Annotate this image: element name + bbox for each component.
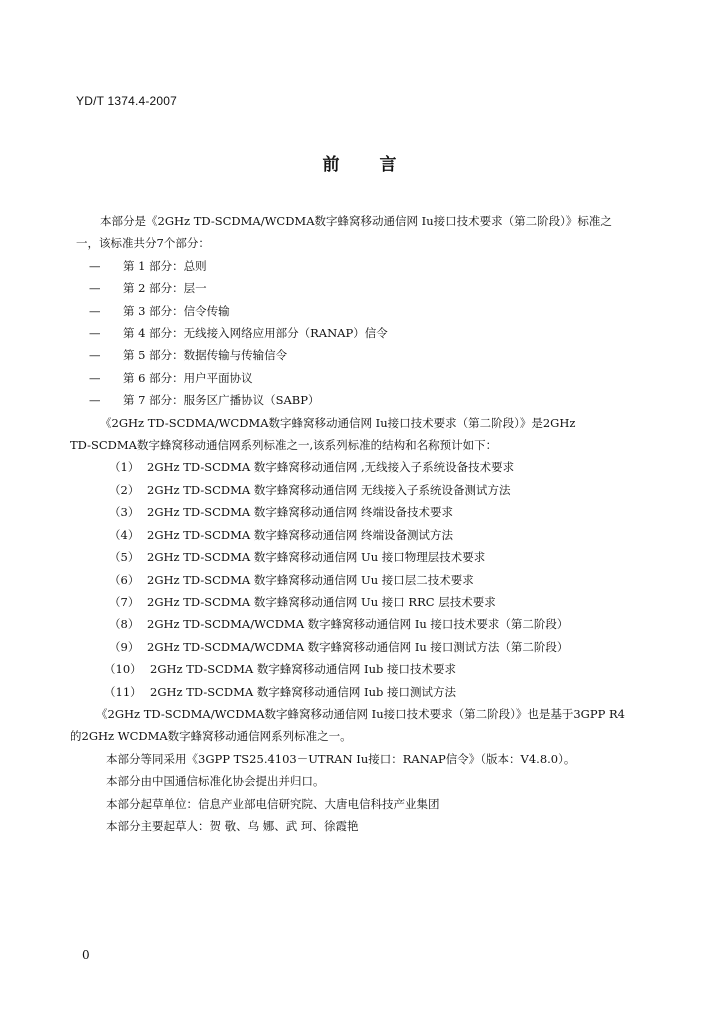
list-dash: — <box>89 326 101 341</box>
series-number: （2） <box>109 482 140 497</box>
page-title <box>0 150 719 175</box>
title-char-1: 前 <box>322 155 340 175</box>
series-title: 2GHz TD-SCDMA 数字蜂窝移动通信网 Iub 接口技术要求 <box>150 662 456 677</box>
series-number: （7） <box>109 594 140 609</box>
series-title: 2GHz TD-SCDMA 数字蜂窝移动通信网 Uu 接口 RRC 层技术要求 <box>147 594 496 609</box>
series-item <box>76 569 668 591</box>
list-dash: — <box>89 393 101 408</box>
list-item-text: 第 6 部分：用户平面协议 <box>123 370 253 385</box>
drafters-statement: 本部分主要起草人：贺 敬、乌 娜、武 珂、徐霞艳 <box>106 818 359 833</box>
basis-line-1: 《2GHz TD-SCDMA/WCDMA数字蜂窝移动通信网 Iu接口技术要求（第二阶段）》也是基于3GPP R4 <box>96 706 625 721</box>
series-number: （11） <box>104 684 142 699</box>
drafting-unit-statement: 本部分起草单位：信息产业部电信研究院、大唐电信科技产业集团 <box>106 796 440 811</box>
series-item <box>76 456 668 478</box>
parts-list <box>76 255 668 412</box>
list-item <box>76 322 668 344</box>
series-number: （1） <box>109 460 140 475</box>
list-item <box>76 300 668 322</box>
list-dash: — <box>89 303 101 318</box>
series-number: （4） <box>109 527 140 542</box>
list-item-text: 第 1 部分：总则 <box>123 258 207 273</box>
standard-code: YD/T 1374.4-2007 <box>76 94 178 108</box>
series-item <box>76 501 668 523</box>
series-title: 2GHz TD-SCDMA 数字蜂窝移动通信网 Uu 接口层二技术要求 <box>147 572 474 587</box>
series-item <box>76 546 668 568</box>
series-number: （3） <box>109 505 140 520</box>
series-item <box>76 681 668 703</box>
series-number: （6） <box>109 572 140 587</box>
series-number: （5） <box>109 550 140 565</box>
series-number: （10） <box>104 662 142 677</box>
series-item <box>76 613 668 635</box>
intro-line-1: 本部分是《2GHz TD-SCDMA/WCDMA数字蜂窝移动通信网 Iu接口技术要求（第二阶段）》标准之 <box>100 214 612 228</box>
series-item <box>76 479 668 501</box>
list-item-text: 第 2 部分：层一 <box>123 281 207 296</box>
series-title: 2GHz TD-SCDMA/WCDMA 数字蜂窝移动通信网 Iu 接口测试方法（第二阶段） <box>147 639 569 654</box>
list-dash: — <box>89 370 101 385</box>
series-intro-line-1: 《2GHz TD-SCDMA/WCDMA数字蜂窝移动通信网 Iu接口技术要求（第二阶段）》是2GHz <box>100 415 576 430</box>
series-item <box>76 658 668 680</box>
list-dash: — <box>89 348 101 363</box>
list-item <box>76 389 668 411</box>
series-title: 2GHz TD-SCDMA/WCDMA 数字蜂窝移动通信网 Iu 接口技术要求（第二阶段） <box>147 617 569 632</box>
series-intro-line-2: TD-SCDMA数字蜂窝移动通信网系列标准之一,该系列标准的结构和名称预计如下： <box>70 438 498 453</box>
list-dash: — <box>89 258 101 273</box>
title-char-2: 言 <box>379 155 397 175</box>
list-item-text: 第 4 部分：无线接入网络应用部分（RANAP）信令 <box>123 326 388 341</box>
basis-line-2: 的2GHz WCDMA数字蜂窝移动通信网系列标准之一。 <box>70 729 352 744</box>
series-item <box>76 636 668 658</box>
series-title: 2GHz TD-SCDMA 数字蜂窝移动通信网 Uu 接口物理层技术要求 <box>147 550 486 565</box>
series-number: （8） <box>109 617 140 632</box>
list-item <box>76 277 668 299</box>
list-item <box>76 344 668 366</box>
series-list <box>76 456 668 702</box>
series-title: 2GHz TD-SCDMA 数字蜂窝移动通信网 终端设备测试方法 <box>147 527 454 542</box>
proposer-statement: 本部分由中国通信标准化协会提出并归口。 <box>106 774 325 789</box>
series-item <box>76 591 668 613</box>
list-item-text: 第 5 部分：数据传输与传输信令 <box>123 348 288 363</box>
series-title: 2GHz TD-SCDMA 数字蜂窝移动通信网 终端设备技术要求 <box>147 505 454 520</box>
series-number: （9） <box>109 639 140 654</box>
series-title: 2GHz TD-SCDMA 数字蜂窝移动通信网 无线接入子系统设备测试方法 <box>147 482 511 497</box>
series-title: 2GHz TD-SCDMA 数字蜂窝移动通信网 Iub 接口测试方法 <box>150 684 456 699</box>
list-item-text: 第 3 部分：信令传输 <box>123 303 230 318</box>
page-number: 0 <box>82 948 90 962</box>
list-item-text: 第 7 部分：服务区广播协议（SABP） <box>123 393 320 408</box>
list-item <box>76 255 668 277</box>
series-title: 2GHz TD-SCDMA 数字蜂窝移动通信网 ,无线接入子系统设备技术要求 <box>147 460 515 475</box>
document-body <box>70 210 668 837</box>
intro-line-2: 一，该标准共分7个部分： <box>76 236 210 251</box>
list-dash: — <box>89 281 101 296</box>
list-item <box>76 367 668 389</box>
adoption-statement: 本部分等同采用《3GPP TS25.4103－UTRAN Iu接口：RANAP信令》（版本：V4.8.0）。 <box>106 751 576 766</box>
series-item <box>76 524 668 546</box>
